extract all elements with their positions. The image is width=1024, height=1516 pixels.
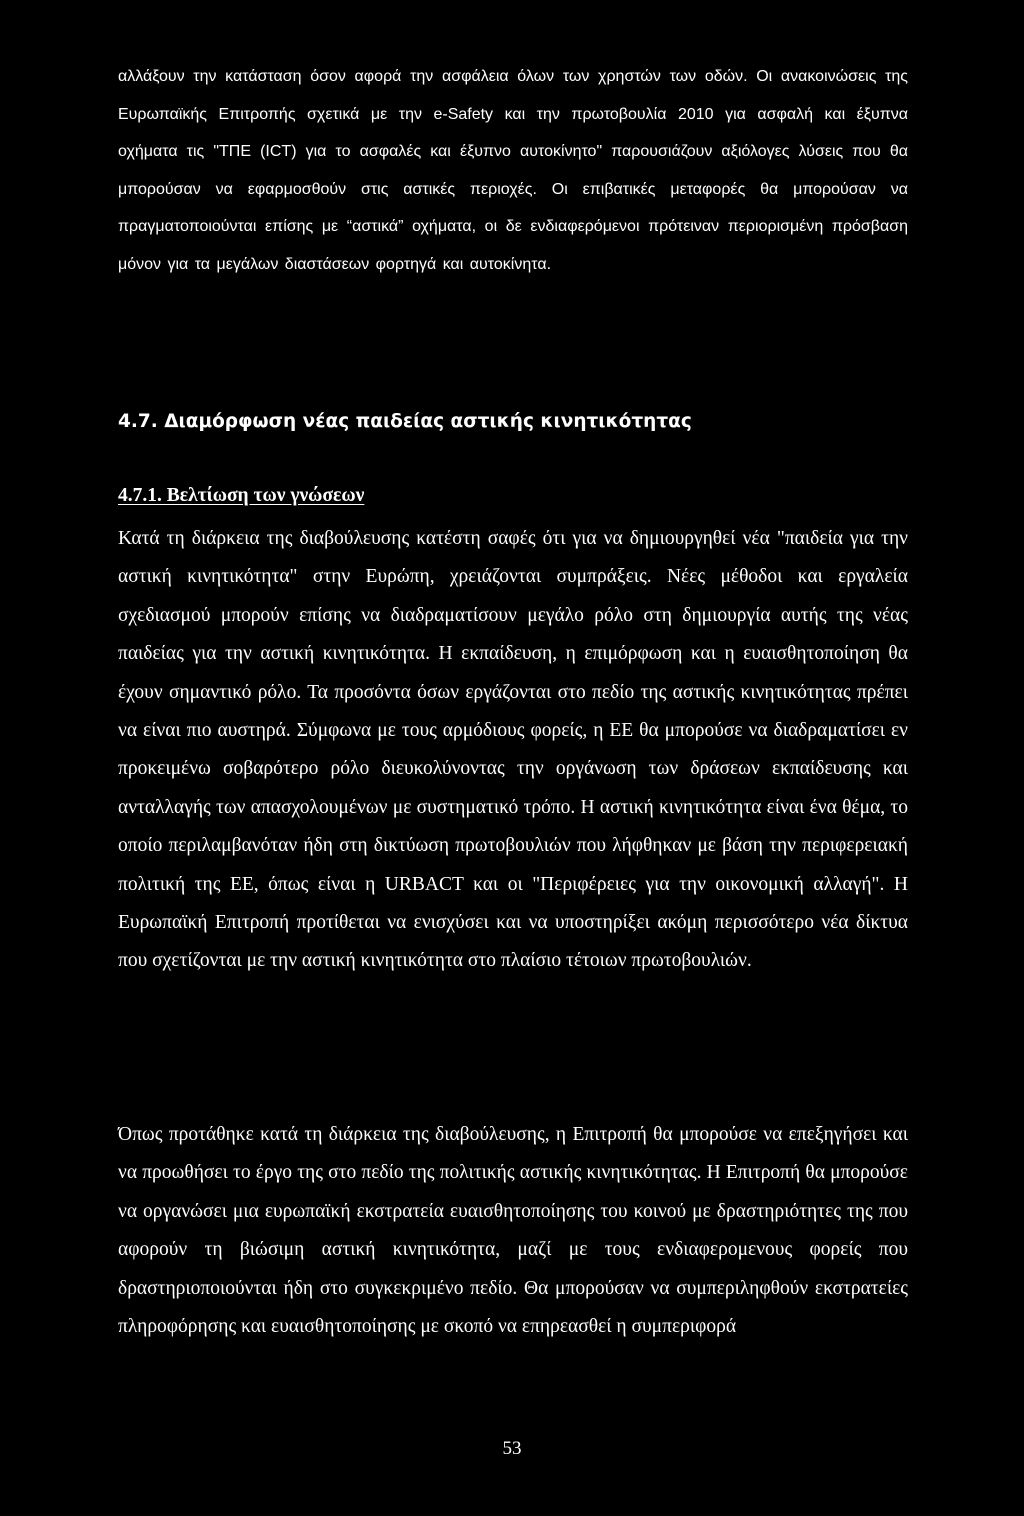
page-content (118, 58, 908, 1338)
section-heading: 4.7. Διαμόρφωση νέας παιδείας αστικής κινητικότητας (118, 411, 692, 432)
intro-paragraph: αλλάξουν την κατάσταση όσον αφορά την ασφάλεια όλων των χρηστών των οδών. Οι ανακοινώσεις της Ευρωπαϊκής Επιτροπής σχετικά με την e-Safety και την πρωτοβουλία 2010 για ασφαλή και έξυπνα οχήματα τις "ΤΠΕ (ICT) για το ασφαλές και έξυπνο αυτοκίνητο" παρουσιάζουν αξιόλογες λύσεις που θα μπορούσαν να εφαρμοσθούν στις αστικές περιοχές. Οι επιβατικές μεταφορές θα μπορούσαν να πραγματοποιούνται επίσης με “αστικά” οχήματα, οι δε ενδιαφερόμενοι πρότειναν περιορισμένη πρόσβαση μόνον για τα μεγάλων διαστάσεων φορτηγά και αυτοκίνητα. (118, 68, 908, 273)
body-paragraph-2: Όπως προτάθηκε κατά τη διάρκεια της διαβούλευσης, η Επιτροπή θα μπορούσε να επεξηγήσει και να προωθήσει το έργο της στο πεδίο της πολιτικής αστικής κινητικότητας. Η Επιτροπή θα μπορούσε να οργανώσει μια ευρωπαϊκή εκστρατεία ευαισθητοποίησης του κοινού με δραστηριότητες της που αφορούν τη βιώσιμη αστική κινητικότητα, μαζί με τους ενδιαφερομενους φορείς που δραστηριοποιούνται ήδη στο συγκεκριμένο πεδίο. Θα μπορούσαν να συμπεριληφθούν εκστρατείες πληροφόρησης και ευαισθητοποίησης με σκοπό να επηρεασθεί η συμπεριφορά (118, 1124, 908, 1338)
page-number: 53 (502, 1438, 522, 1459)
subsection-heading: 4.7.1. Βελτίωση των γνώσεων (118, 485, 365, 506)
body-paragraph-1: Κατά τη διάρκεια της διαβούλευσης κατέστη σαφές ότι για να δημιουργηθεί νέα "παιδεία για την αστική κινητικότητα" στην Ευρώπη, χρειάζονται συμπράξεις. Νέες μέθοδοι και εργαλεία σχεδιασμού μπορούν επίσης να διαδραματίσουν μεγάλο ρόλο στη δημιουργία αυτής της νέας παιδείας για την αστική κινητικότητα. Η εκπαίδευση, η επιμόρφωση και η ευαισθητοποίηση θα έχουν σημαντικό ρόλο. Τα προσόντα όσων εργάζονται στο πεδίο της αστικής κινητικότητας πρέπει να είναι πιο αυστηρά. Σύμφωνα με τους αρμόδιους φορείς, η ΕΕ θα μπορούσε να διαδραματίσει εν προκειμένω σοβαρότερο ρόλο διευκολύνοντας την οργάνωση των δράσεων εκπαίδευσης και ανταλλαγής των απασχολουμένων με συστηματικό τρόπο. Η αστική κινητικότητα είναι ένα θέμα, το οποίο περιλαμβανόταν ήδη στη δικτύωση πρωτοβουλιών που λήφθηκαν με βάση την περιφερειακή πολιτική της ΕΕ, όπως είναι η URBACT και οι "Περιφέρειες για την οικονομική αλλαγή". Η Ευρωπαϊκή Επιτροπή προτίθεται να ενισχύσει και να υποστηρίξει ακόμη περισσότερο νέα δίκτυα που σχετίζονται με την αστική κινητικότητα στο πλαίσιο τέτοιων πρωτοβουλιών. (118, 528, 908, 972)
